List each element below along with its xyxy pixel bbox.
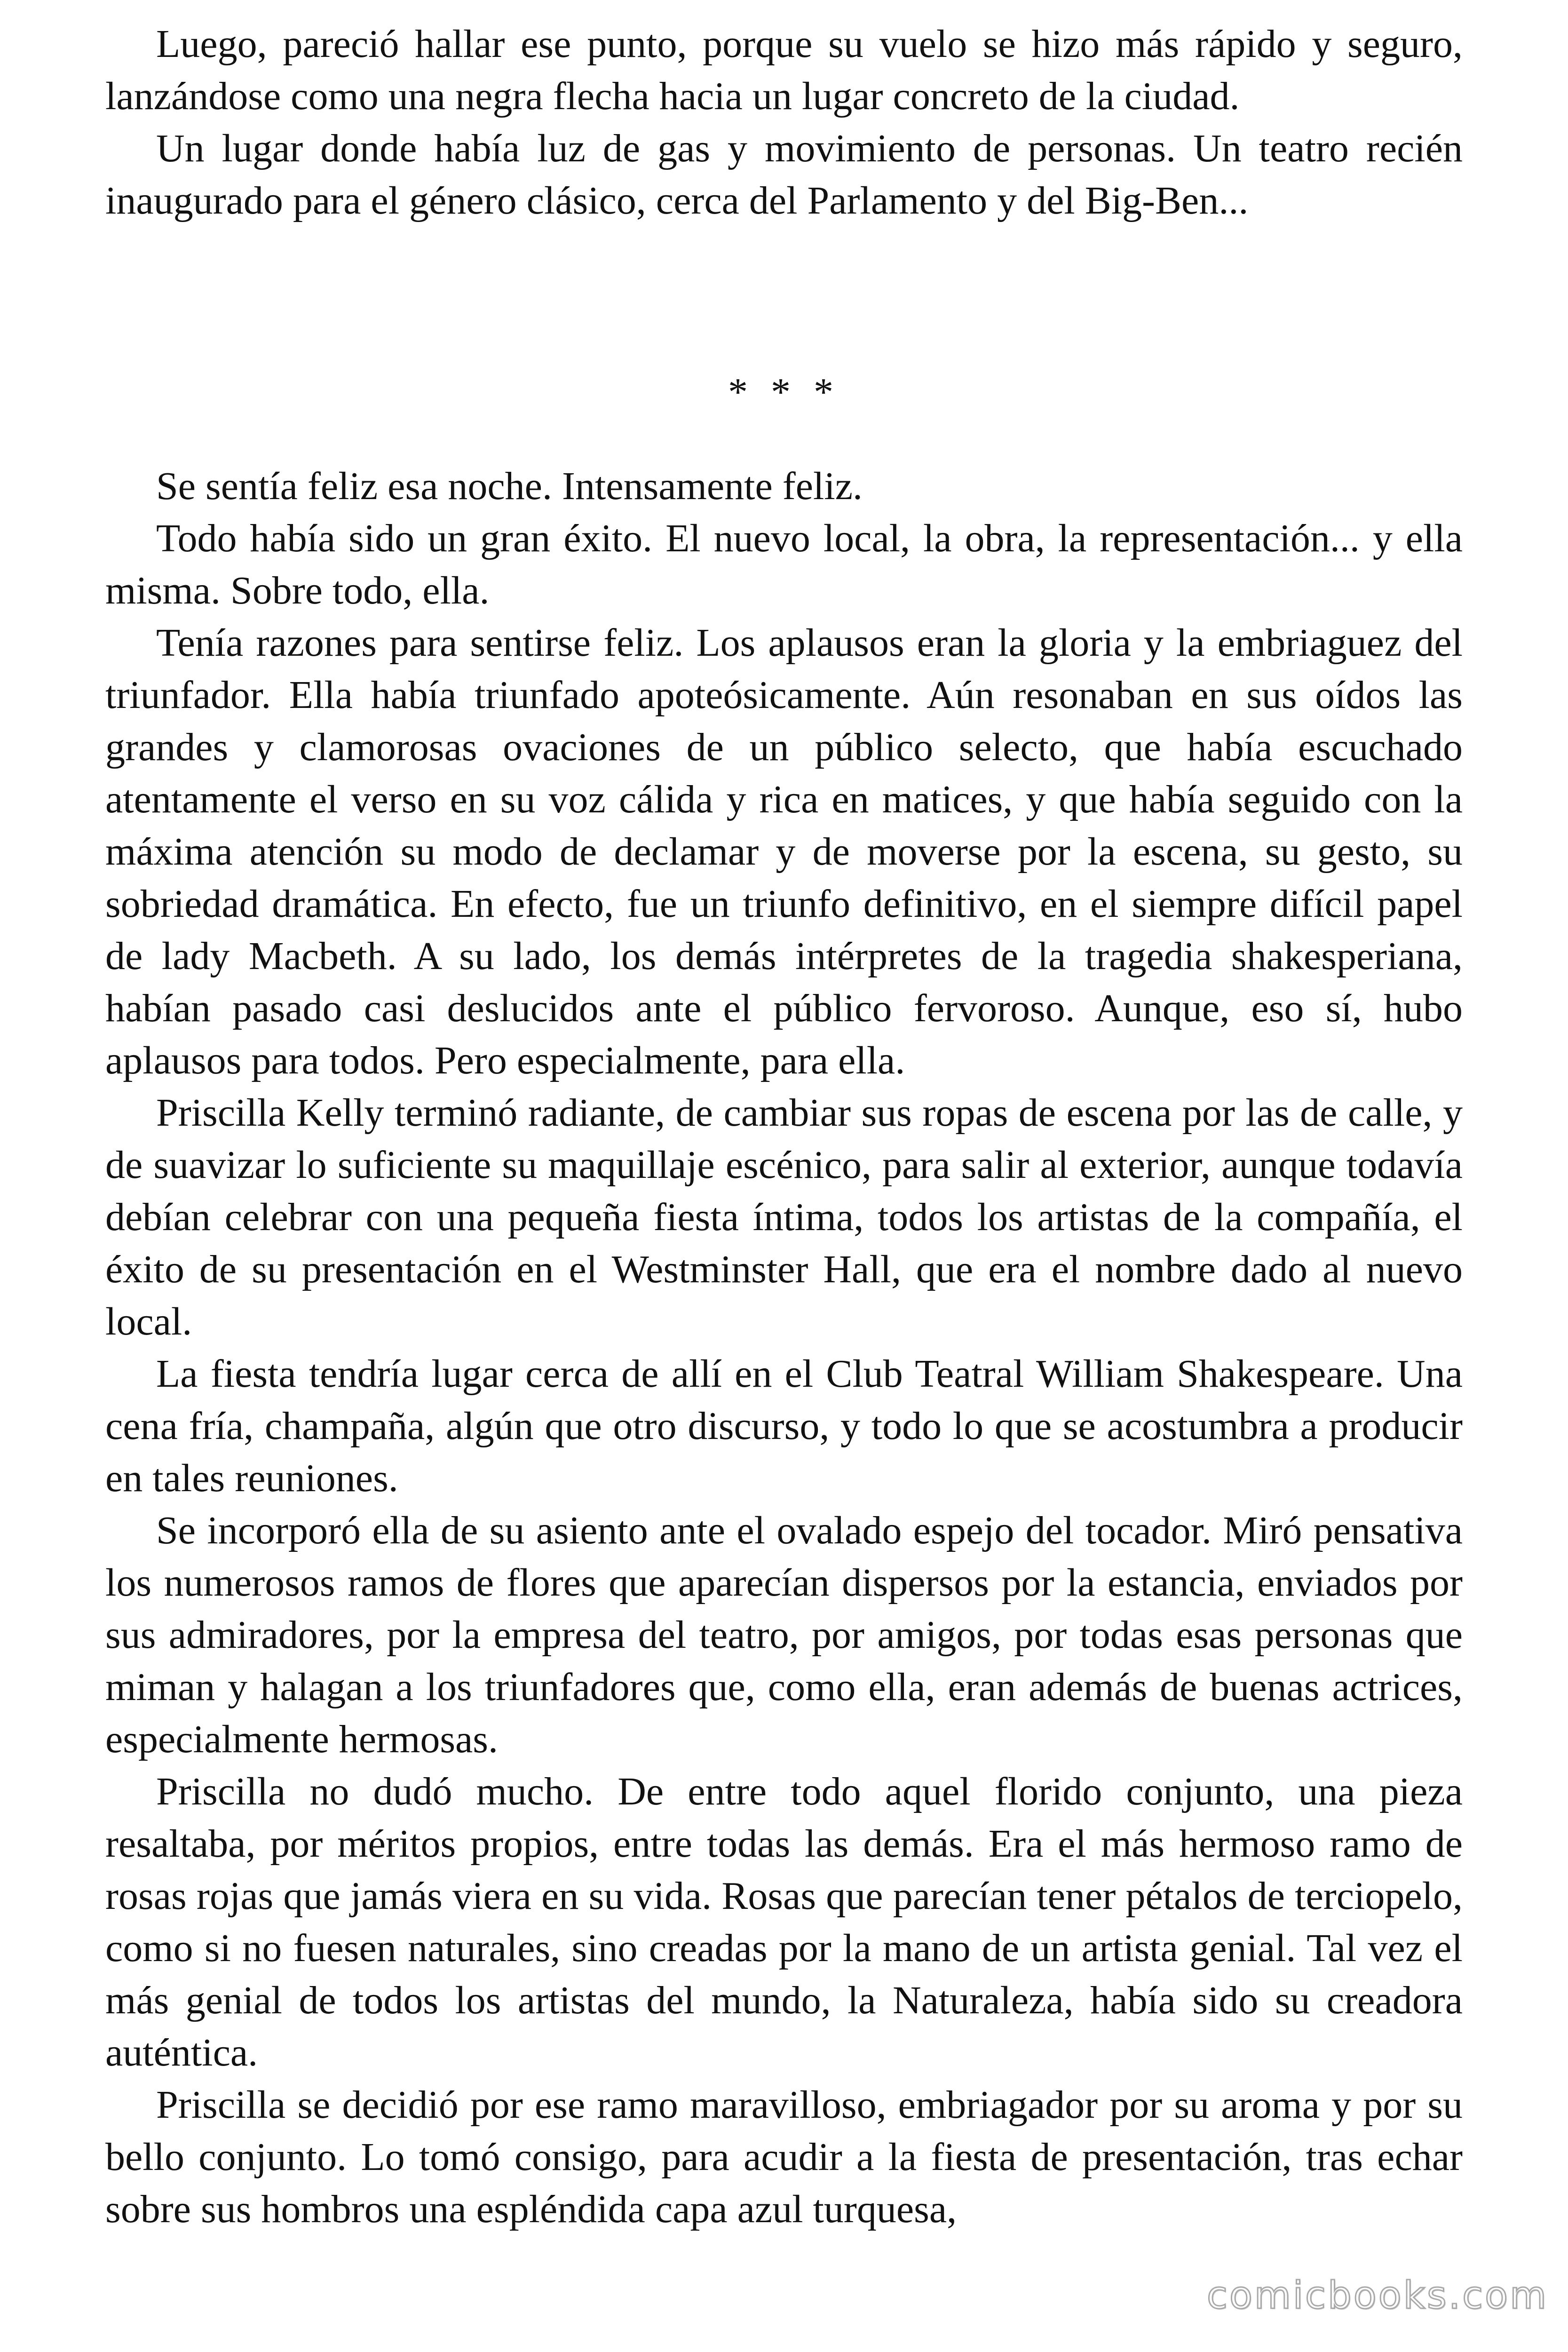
paragraph: La fiesta tendría lugar cerca de allí en el Club Teatral William Shakespeare. Una cena fría, champaña, algún que otro discurso, y todo lo que se acostumbra a producir en tales reuniones. (105, 1352, 1463, 1500)
watermark: comicbooks.com (1206, 2273, 1548, 2317)
paragraph: Un lugar donde había luz de gas y movimiento de personas. Un teatro recién inaugurado para el género clásico, cerca del Parlamento y del Big-Ben... (105, 127, 1463, 222)
section-separator: * * * (728, 370, 840, 414)
intro-text-block (105, 18, 1463, 227)
main-text-block (105, 460, 1463, 2235)
paragraph: Tenía razones para sentirse feliz. Los aplausos eran la gloria y la embriaguez del triunfador. Ella había triunfado apoteósicamente. Aún resonaban en sus oídos las grandes y clamorosas ovaciones de un público selecto, que había escuchado atentamente el verso en su voz cálida y rica en matices, y que había seguido con la máxima atención su modo de declamar y de moverse por la escena, su gesto, su sobriedad dramática. En efecto, fue un triunfo definitivo, en el siempre difícil papel de lady Macbeth. A su lado, los demás intérpretes de la tragedia shakesperiana, habían pasado casi deslucidos ante el público fervoroso. Aunque, eso sí, hubo aplausos para todos. Pero especialmente, para ella. (105, 621, 1463, 1082)
paragraph: Priscilla no dudó mucho. De entre todo aquel florido conjunto, una pieza resaltaba, por méritos propios, entre todas las demás. Era el más hermoso ramo de rosas rojas que jamás viera en su vida. Rosas que parecían tener pétalos de terciopelo, como si no fuesen naturales, sino creadas por la mano de un artista genial. Tal vez el más genial de todos los artistas del mundo, la Naturaleza, había sido su creadora auténtica. (105, 1770, 1463, 2074)
paragraph: Se incorporó ella de su asiento ante el ovalado espejo del tocador. Miró pensativa los numerosos ramos de flores que aparecían dispersos por la estancia, enviados por sus admiradores, por la empresa del teatro, por amigos, por todas esas personas que miman y halagan a los triunfadores que, como ella, eran además de buenas actrices, especialmente hermosas. (105, 1509, 1463, 1761)
paragraph: Luego, pareció hallar ese punto, porque su vuelo se hizo más rápido y seguro, lanzándose como una negra flecha hacia un lugar concreto de la ciudad. (105, 22, 1463, 118)
paragraph: Todo había sido un gran éxito. El nuevo local, la obra, la representación... y ella misma. Sobre todo, ella. (105, 516, 1463, 612)
paragraph: Priscilla Kelly terminó radiante, de cambiar sus ropas de escena por las de calle, y de suavizar lo suficiente su maquillaje escénico, para salir al exterior, aunque todavía debían celebrar con una pequeña fiesta íntima, todos los artistas de la compañía, el éxito de su presentación en el Westminster Hall, que era el nombre dado al nuevo local. (105, 1091, 1463, 1343)
paragraph: Priscilla se decidió por ese ramo maravilloso, embriagador por su aroma y por su bello conjunto. Lo tomó consigo, para acudir a la fiesta de presentación, tras echar sobre sus hombros una espléndida capa azul turquesa, (105, 2083, 1463, 2231)
paragraph: Se sentía feliz esa noche. Intensamente feliz. (156, 464, 863, 508)
